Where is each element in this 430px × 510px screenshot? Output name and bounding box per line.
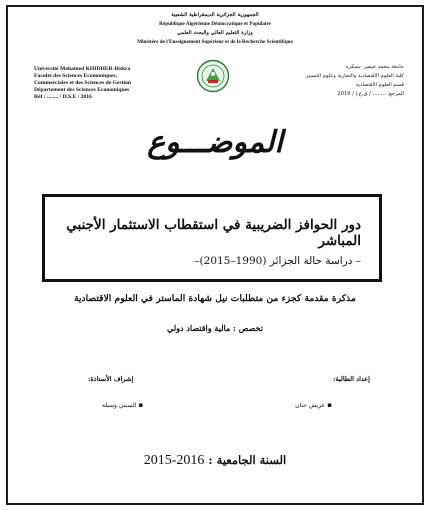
thesis-title: دور الحوافز الضريبية في استقطاب الاستثمار الأجنبي المباشر <box>66 217 361 249</box>
bullet-icon: ▪ <box>136 401 144 409</box>
supervisor-name-text: السبتي وسيلة <box>102 402 137 409</box>
academic-year-label: السنة الجامعية : <box>208 453 287 467</box>
reference-fr: Réf : ........ / D.S.E / 2016 <box>34 94 92 100</box>
header-ar-republic: الجمهورية الجزائرية الديمقراطية الشعبية <box>171 12 259 18</box>
header-fr-republic: République Algérienne Démocratique et Populaire <box>159 21 271 27</box>
department-name-ar: قسم العلوم الاقتصادية <box>355 82 404 88</box>
faculty-name-fr: Faculté des Sciences Economiques, <box>34 73 117 79</box>
student-name <box>295 401 332 409</box>
academic-year-value: 2016-2015 <box>143 453 205 468</box>
student-label: إعداد الطالبة: <box>333 375 370 383</box>
case-study-subtitle: – دراسة حالة الجزائر (1990–2015)– <box>194 255 361 267</box>
main-title: الموضـــوع <box>147 125 283 160</box>
supervisor-label: إشراف الأستاذة: <box>88 375 134 383</box>
bullet-icon: ▪ <box>325 401 332 409</box>
university-name-fr: Université Mohamed KHIDHER-Biskra <box>34 66 131 72</box>
university-ar-block <box>306 63 404 99</box>
memo-statement: مذكرة مقدمة كجزء من متطلبات نيل شهادة الماستر في العلوم الاقتصادية <box>74 293 356 304</box>
university-fr-block <box>34 66 131 101</box>
faculty-name-ar: كلية العلوم الاقتصادية والتجارية وعلوم التسيير <box>305 73 404 79</box>
supervisor-name <box>102 401 143 409</box>
university-logo-icon <box>196 59 230 93</box>
academic-year <box>8 453 422 469</box>
header-fr-ministry: Ministère de l'Enseignement Supérieur et de la Recherche Scientifique <box>137 39 293 45</box>
reference-ar: المرجع: ........ / ق.ع.إ / 2016 <box>337 91 404 97</box>
faculty-name-fr-cont: Commerciales et des Sciences de Gestion <box>34 80 131 86</box>
university-name-ar: جامعة محمد خيضر -بسكرة <box>345 64 404 70</box>
thesis-title-box <box>42 194 382 282</box>
document-page <box>6 5 424 505</box>
specialty: تخصص : مالية واقتصاد دولي <box>167 323 263 333</box>
student-name-text: عريش حنان <box>295 402 326 409</box>
department-name-fr: Département des Sciences Economiques <box>34 87 130 93</box>
header-ar-ministry: وزارة التعليم العالي والبحث العلمي <box>177 30 253 36</box>
